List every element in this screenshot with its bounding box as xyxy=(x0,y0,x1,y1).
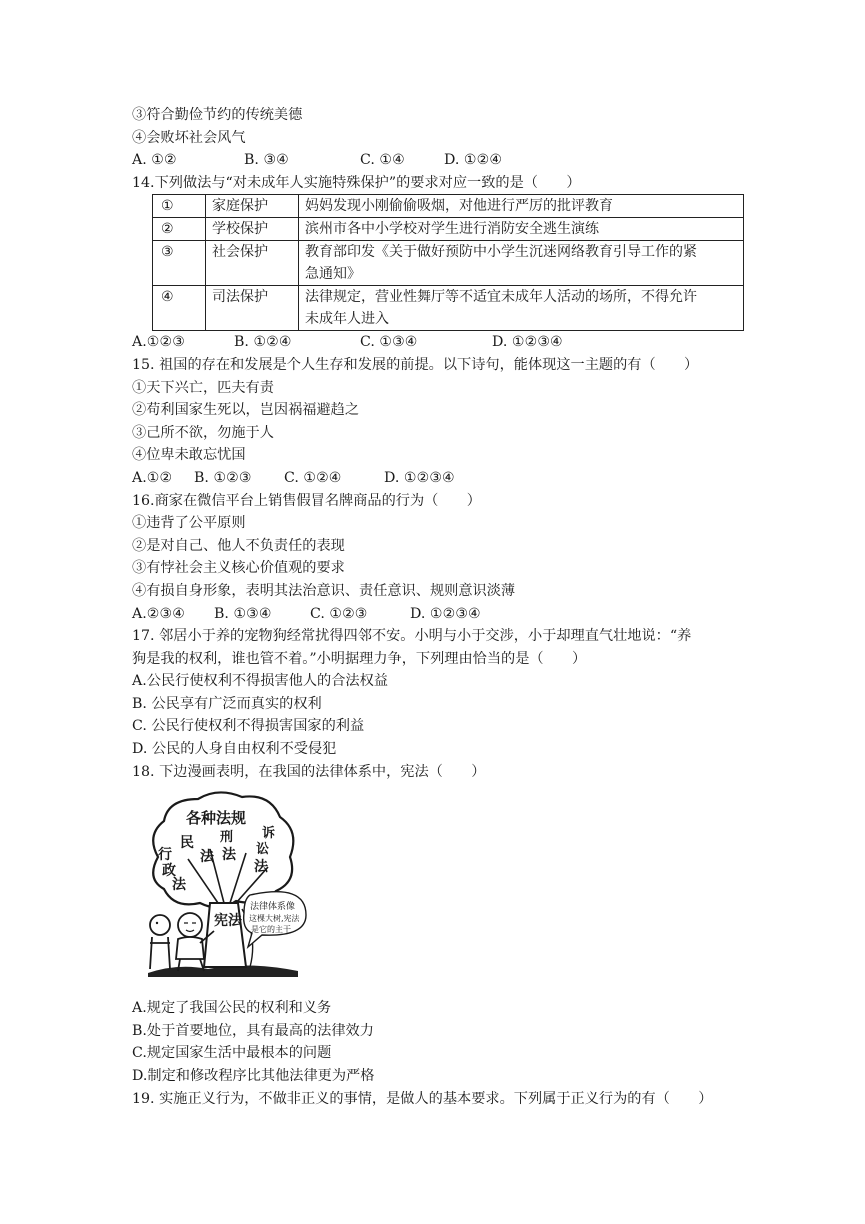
q16-stem: 16.商家在微信平台上销售假冒名牌商品的行为（ ） xyxy=(132,492,481,509)
q16-options xyxy=(132,603,752,626)
table-cell-num: ② xyxy=(153,218,206,241)
adult-head-icon xyxy=(178,913,202,937)
q14-options xyxy=(132,331,752,354)
table-cell-desc: 妈妈发现小刚偷偷吸烟，对他进行严厉的批评教育 xyxy=(299,195,744,218)
q17-option-c: C. 公民行使权利不得损害国家的利益 xyxy=(132,718,365,735)
branch-label: 法 xyxy=(200,849,214,866)
table-row xyxy=(153,286,744,331)
table-cell-num: ④ xyxy=(153,286,206,331)
q14-option-d: D. ①②③④ xyxy=(492,334,563,351)
q15-options xyxy=(132,467,752,490)
q14-option-a: A.①②③ xyxy=(132,334,185,351)
q13-option-c: C. ①④ xyxy=(360,152,405,169)
q16-option-d: D. ①②③④ xyxy=(410,605,481,622)
q17-option-a: A.公民行使权利不得损害他人的合法权益 xyxy=(132,673,388,690)
q13-item-3: ③符合勤俭节约的传统美德 xyxy=(132,107,303,123)
branch-label: 民 xyxy=(180,835,194,852)
speech-line: 是它的主干 xyxy=(251,925,291,935)
q14-option-c: C. ①③④ xyxy=(360,334,418,351)
trunk-label: 宪法 xyxy=(214,913,242,930)
branch-label: 行 xyxy=(158,847,172,864)
table-row xyxy=(153,195,744,218)
q16-item-1: ①违背了公平原则 xyxy=(132,515,246,532)
q14-option-b: B. ①②④ xyxy=(234,334,292,351)
q18-option-b: B.处于首要地位，具有最高的法律效力 xyxy=(132,1022,374,1039)
q15-item-4: ④位卑未敢忘忧国 xyxy=(132,447,246,464)
table-row xyxy=(153,218,744,241)
q13-options xyxy=(132,149,752,172)
branch-label: 法 xyxy=(172,877,186,894)
q15-item-3: ③己所不欲，勿施于人 xyxy=(132,424,274,441)
q14-table xyxy=(152,194,744,331)
q16-item-2: ②是对自己、他人不负责任的表现 xyxy=(132,537,345,554)
q16-option-a: A.②③④ xyxy=(132,605,185,622)
branch-label: 政 xyxy=(162,863,176,880)
q15-stem: 15. 祖国的存在和发展是个人生存和发展的前提。以下诗句，能体现这一主题的有（ ） xyxy=(132,356,699,373)
q15-option-d: D. ①②③④ xyxy=(384,469,455,486)
speech-line: 法律体系像 xyxy=(250,902,296,913)
q17-stem-line-1: 17. 邻居小于养的宠物狗经常扰得四邻不安。小明与小于交涉，小于却理直气壮地说：“养 xyxy=(132,628,692,645)
branch-label: 刑 xyxy=(220,830,234,846)
branch-label: 法 xyxy=(222,847,236,864)
branch-label: 讼 xyxy=(256,842,270,858)
table-cell-num: ① xyxy=(153,195,206,218)
table-cell-type: 家庭保护 xyxy=(206,195,299,218)
q18-option-c: C.规定国家生活中最根本的问题 xyxy=(132,1045,332,1062)
q16-item-3: ③有悖社会主义核心价值观的要求 xyxy=(132,560,345,577)
exam-page xyxy=(132,104,752,1110)
table-cell-num: ③ xyxy=(153,241,206,286)
constitution-tree-cartoon xyxy=(138,787,308,987)
q16-item-4: ④有损自身形象，表明其法治意识、责任意识、规则意识淡薄 xyxy=(132,582,516,599)
q15-option-a: A.①② xyxy=(132,469,173,486)
adult-body-icon xyxy=(176,937,204,959)
q17-option-b: B. 公民享有广泛而真实的权利 xyxy=(132,695,322,712)
q18-option-a: A.规定了我国公民的权利和义务 xyxy=(132,1000,332,1017)
q15-option-b: B. ①②③ xyxy=(194,469,252,486)
speech-line: 这棵大树,宪法 xyxy=(249,914,300,924)
table-cell-type: 司法保护 xyxy=(206,286,299,331)
child-head-icon xyxy=(150,915,170,935)
table-cell-desc: 滨州市各中小学校对学生进行消防安全逃生演练 xyxy=(299,218,744,241)
branch-label: 法 xyxy=(254,859,268,876)
q16-option-c: C. ①②③ xyxy=(310,605,368,622)
q13-item-4: ④会败坏社会风气 xyxy=(132,129,246,146)
table-row xyxy=(153,241,744,286)
table-cell-type: 社会保护 xyxy=(206,241,299,286)
table-cell-desc: 法律规定，营业性舞厅等不适宜未成年人活动的场所，不得允许 未成年人进入 xyxy=(299,286,744,331)
q13-option-a: A. ①② xyxy=(132,152,177,169)
q14-stem: 14.下列做法与“对未成年人实施特殊保护”的要求对应一致的是（ ） xyxy=(132,174,581,191)
table-cell-type: 学校保护 xyxy=(206,218,299,241)
q17-option-d: D. 公民的人身自由权利不受侵犯 xyxy=(132,741,337,758)
q19-stem: 19. 实施正义行为，不做非正义的事情，是做人的基本要求。下列属于正义行为的有（ ） xyxy=(132,1090,713,1107)
q18-stem: 18. 下边漫画表明，在我国的法律体系中，宪法（ ） xyxy=(132,763,486,780)
q18-option-d: D.制定和修改程序比其他法律更为严格 xyxy=(132,1068,375,1085)
q16-option-b: B. ①③④ xyxy=(214,605,272,622)
q15-item-2: ②苟利国家生死以，岂因祸福避趋之 xyxy=(132,402,360,419)
q13-option-b: B. ③④ xyxy=(244,152,289,169)
q15-option-c: C. ①②④ xyxy=(284,469,342,486)
q17-stem-line-2: 狗是我的权利，谁也管不着。”小明据理力争，下列理由恰当的是（ ） xyxy=(132,650,587,667)
cartoon-crown-text: 各种法规 xyxy=(186,809,247,828)
q13-option-d: D. ①②④ xyxy=(444,152,503,169)
q15-item-1: ①天下兴亡，匹夫有责 xyxy=(132,379,274,396)
branch-label: 诉 xyxy=(262,826,276,842)
child-body-icon xyxy=(150,937,170,969)
table-cell-desc: 教育部印发《关于做好预防中小学生沉迷网络教育引导工作的紧 急通知》 xyxy=(299,241,744,286)
